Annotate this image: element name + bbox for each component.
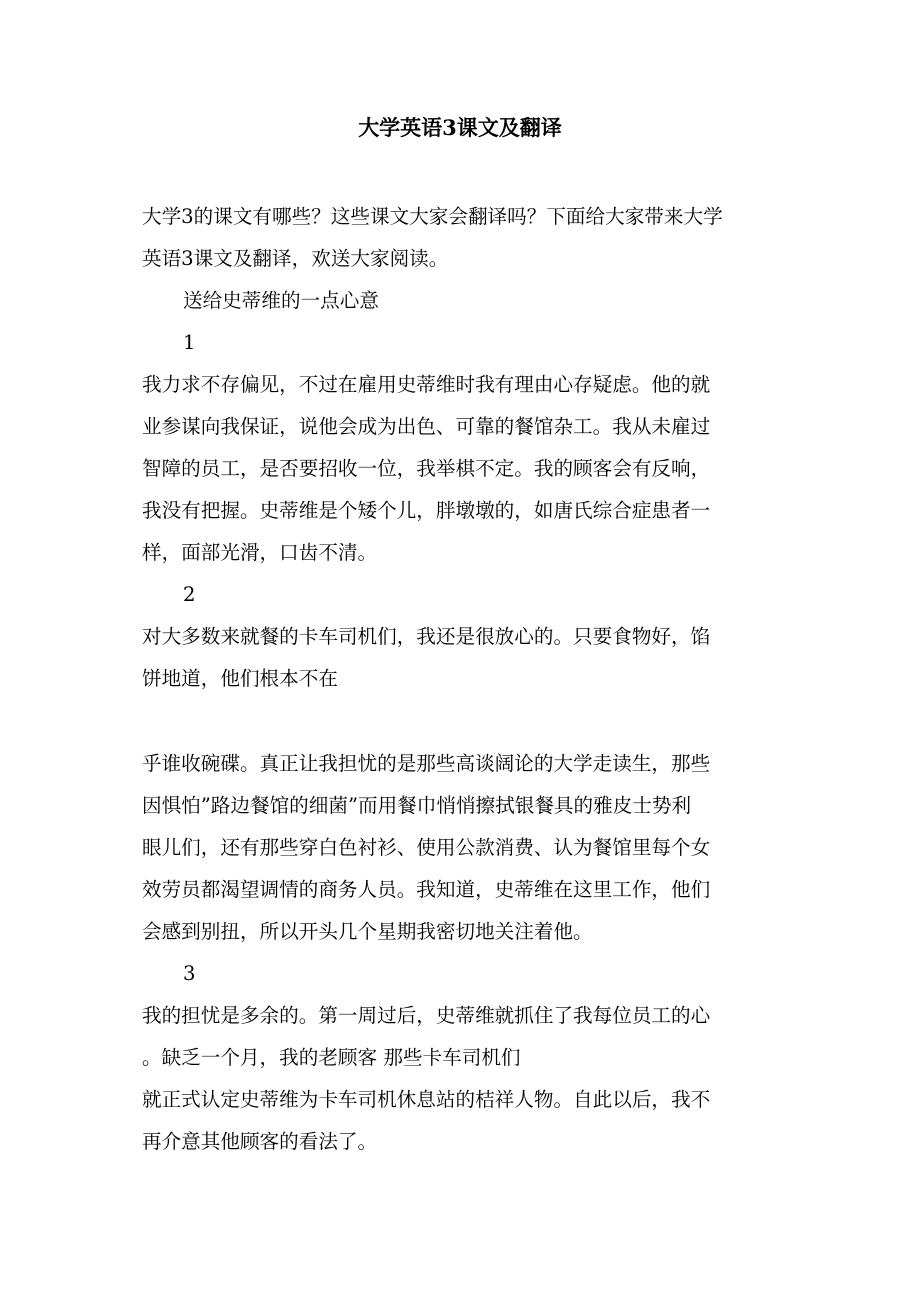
- paragraph-3-line-4: 再介意其他顾客的看法了。: [142, 1130, 378, 1153]
- paragraph-2-line-7: 会感到别扭，所以开头几个星期我密切地关注着他。: [142, 920, 593, 943]
- paragraph-1-line-3: 智障的员工，是否要招收一位，我举棋不定。我的顾客会有反响，: [142, 457, 711, 480]
- paragraph-3-line-1: 我的担忧是多余的。第一周过后，史蒂维就抓住了我每位员工的心: [142, 1004, 711, 1027]
- paragraph-2-line-2: 饼地道，他们根本不在: [142, 667, 338, 690]
- paragraph-2-line-3: 乎谁收碗碟。真正让我担忧的是那些高谈阔论的大学走读生，那些: [142, 752, 711, 775]
- paragraph-2-line-6: 效劳员都渴望调情的商务人员。我知道，史蒂维在这里工作，他们: [142, 878, 711, 901]
- section-heading: 送给史蒂维的一点心意: [183, 289, 379, 312]
- paragraph-1-line-4: 我没有把握。史蒂维是个矮个儿，胖墩墩的，如唐氏综合症患者一: [142, 499, 711, 522]
- intro-line-1: 大学3的课文有哪些？这些课文大家会翻译吗？下面给大家带来大学: [142, 205, 723, 228]
- paragraph-3-line-3: 就正式认定史蒂维为卡车司机休息站的桔祥人物。自此以后，我不: [142, 1088, 711, 1111]
- paragraph-3-line-2: 。缺乏一个月，我的老顾客 那些卡车司机们: [142, 1046, 521, 1069]
- paragraph-1-line-2: 业参谋向我保证，说他会成为出色、可靠的餐馆杂工。我从未雇过: [142, 415, 711, 438]
- paragraph-2-line-4: 因惧怕”路边餐馆的细菌”而用餐巾悄悄擦拭银餐具的雅皮士势利: [142, 794, 692, 817]
- paragraph-number-2: 2: [183, 583, 196, 606]
- document-title: 大学英语3课文及翻译: [358, 115, 562, 140]
- paragraph-1-line-1: 我力求不存偏见，不过在雇用史蒂维时我有理由心存疑虑。他的就: [142, 373, 711, 396]
- paragraph-2-line-5: 眼儿们，还有那些穿白色衬衫、使用公款消费、认为餐馆里每个女: [142, 836, 711, 859]
- paragraph-number-1: 1: [183, 331, 196, 354]
- paragraph-2-line-1: 对大多数来就餐的卡车司机们，我还是很放心的。只要食物好，馅: [142, 625, 711, 648]
- intro-line-2: 英语3课文及翻译，欢送大家阅读。: [142, 247, 449, 270]
- paragraph-1-line-5: 样，面部光滑，口齿不清。: [142, 541, 378, 564]
- paragraph-number-3: 3: [183, 962, 196, 985]
